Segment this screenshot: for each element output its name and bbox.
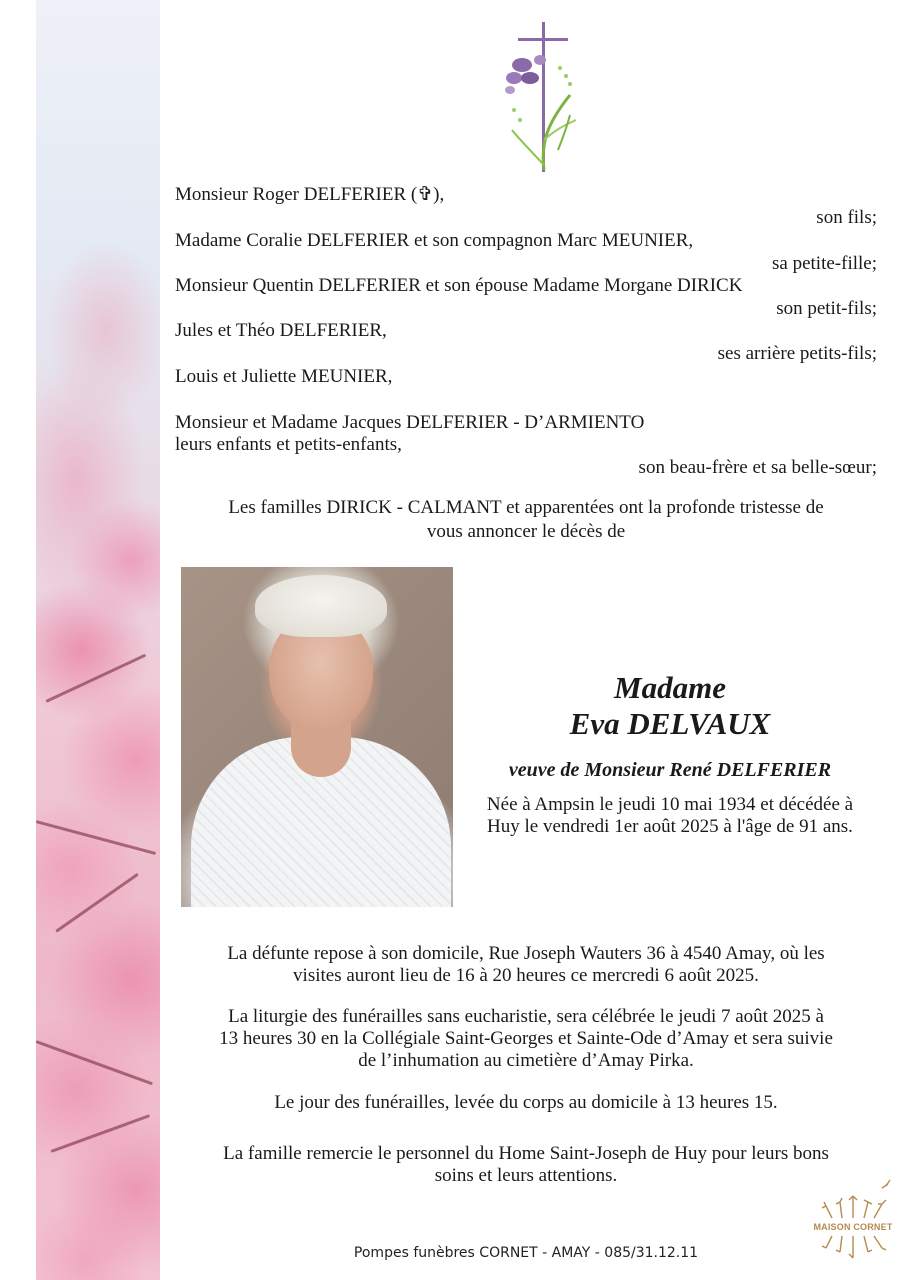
birth-death-line-2: Huy le vendredi 1er août 2025 à l'âge de 91 ans.	[487, 816, 853, 837]
footer-contact: Pompes funèbres CORNET - AMAY - 085/31.12.11	[353, 1245, 699, 1261]
intro-line-1: Les familles DIRICK - CALMANT et apparentées ont la profonde tristesse de	[228, 497, 824, 518]
thanks-line-1: La famille remercie le personnel du Home Saint-Joseph de Huy pour leurs bons	[223, 1143, 829, 1164]
family-line: Monsieur Quentin DELFERIER et son épouse Madame Morgane DIRICK	[175, 275, 743, 296]
family-line: son beau-frère et sa belle-sœur;	[638, 457, 877, 478]
family-line: Madame Coralie DELFERIER et son compagnon Marc MEUNIER,	[175, 230, 694, 251]
family-line: sa petite-fille;	[772, 253, 877, 274]
family-line: son fils;	[816, 207, 877, 228]
family-line: son petit-fils;	[776, 298, 877, 319]
widow-of: veuve de Monsieur René DELFERIER	[508, 759, 832, 781]
liturgy-line-1: La liturgie des funérailles sans eucharistie, sera célébrée le jeudi 7 août 2025 à	[228, 1006, 824, 1027]
family-line: Louis et Juliette MEUNIER,	[175, 366, 393, 387]
family-line: Jules et Théo DELFERIER,	[175, 320, 387, 341]
wheat-icon	[812, 1178, 894, 1222]
maison-cornet-logo	[812, 1178, 894, 1268]
cherry-blossom-band	[36, 0, 160, 1280]
liturgy-line-3: de l’inhumation au cimetière d’Amay Pirka.	[358, 1050, 694, 1071]
visit-line-2: visites auront lieu de 16 à 20 heures ce mercredi 6 août 2025.	[293, 965, 759, 986]
family-line: Monsieur et Madame Jacques DELFERIER - D’ARMIENTO	[175, 412, 645, 433]
visit-line-1: La défunte repose à son domicile, Rue Joseph Wauters 36 à 4540 Amay, où les	[227, 943, 825, 964]
birth-death-line-1: Née à Ampsin le jeudi 10 mai 1934 et décédée à	[486, 794, 854, 815]
deceased-name: Eva DELVAUX	[569, 706, 771, 741]
family-line: Monsieur Roger DELFERIER (✞),	[175, 184, 445, 205]
family-line: ses arrière petits-fils;	[717, 343, 877, 364]
deceased-photo	[181, 567, 453, 907]
liturgy-line-2: 13 heures 30 en la Collégiale Saint-Georges et Sainte-Ode d’Amay et sera suivie	[219, 1028, 833, 1049]
levee-line: Le jour des funérailles, levée du corps au domicile à 13 heures 15.	[274, 1092, 778, 1113]
wheat-bottom-icon	[812, 1234, 894, 1264]
thanks-line-2: soins et leurs attentions.	[434, 1165, 618, 1186]
intro-line-2: vous annoncer le décès de	[426, 521, 626, 542]
deceased-title: Madame	[614, 670, 726, 705]
cross-flower-icon	[500, 20, 580, 175]
family-line: leurs enfants et petits-enfants,	[175, 434, 402, 455]
logo-text: MAISON CORNET	[813, 1222, 893, 1232]
